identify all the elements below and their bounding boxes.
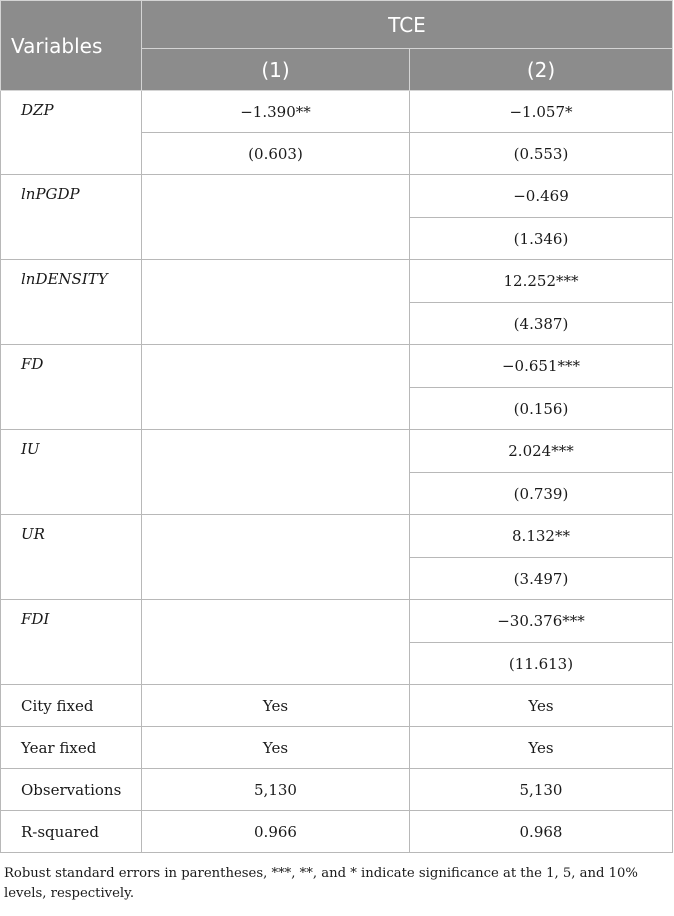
table-row [1, 345, 673, 388]
variable-name: DZP [1, 91, 142, 175]
coefficient-cell: −1.390** [142, 91, 410, 133]
value-cell: Yes [142, 685, 410, 727]
empty-cell [142, 430, 410, 515]
column-2-header: (2) [410, 49, 673, 91]
dependent-variable-header: TCE [142, 1, 673, 49]
table-row [1, 685, 673, 727]
row-label: City fixed [1, 685, 142, 727]
table-row [1, 515, 673, 558]
row-label: Year fixed [1, 727, 142, 769]
std-error-cell: (4.387) [410, 303, 673, 345]
std-error-cell: (0.156) [410, 388, 673, 430]
table-row [1, 430, 673, 473]
coefficient-cell: −30.376*** [410, 600, 673, 643]
std-error-cell: (11.613) [410, 643, 673, 685]
value-cell: 0.966 [142, 811, 410, 853]
table-row [1, 727, 673, 769]
std-error-cell: (0.553) [410, 133, 673, 175]
coefficient-cell: −1.057* [410, 91, 673, 133]
variable-name: FD [1, 345, 142, 430]
variable-name: UR [1, 515, 142, 600]
variable-name: IU [1, 430, 142, 515]
table-row [1, 260, 673, 303]
value-cell: Yes [410, 685, 673, 727]
table-footnote: Robust standard errors in parentheses, ***, **, and * indicate significance at the 1, 5, and 10% levels, respectively. [4, 866, 638, 901]
value-cell: Yes [142, 727, 410, 769]
table-row [1, 811, 673, 853]
table-row [1, 600, 673, 643]
table-row [1, 91, 673, 133]
empty-cell [142, 260, 410, 345]
empty-cell [142, 600, 410, 685]
value-cell: 5,130 [142, 769, 410, 811]
header-row-1 [1, 1, 673, 49]
coefficient-cell: 2.024*** [410, 430, 673, 473]
table-row [1, 175, 673, 218]
std-error-cell: (1.346) [410, 218, 673, 260]
variables-header: Variables [1, 1, 142, 91]
row-label: R-squared [1, 811, 142, 853]
value-cell: Yes [410, 727, 673, 769]
std-error-cell: (0.603) [142, 133, 410, 175]
value-cell: 0.968 [410, 811, 673, 853]
empty-cell [142, 345, 410, 430]
table-row [1, 769, 673, 811]
empty-cell [142, 515, 410, 600]
value-cell: 5,130 [410, 769, 673, 811]
variable-name: FDI [1, 600, 142, 685]
coefficient-cell: 12.252*** [410, 260, 673, 303]
column-1-header: (1) [142, 49, 410, 91]
variable-name: lnDENSITY [1, 260, 142, 345]
std-error-cell: (0.739) [410, 473, 673, 515]
empty-cell [142, 175, 410, 260]
variable-name: lnPGDP [1, 175, 142, 260]
coefficient-cell: 8.132** [410, 515, 673, 558]
std-error-cell: (3.497) [410, 558, 673, 600]
row-label: Observations [1, 769, 142, 811]
coefficient-cell: −0.651*** [410, 345, 673, 388]
coefficient-cell: −0.469 [410, 175, 673, 218]
